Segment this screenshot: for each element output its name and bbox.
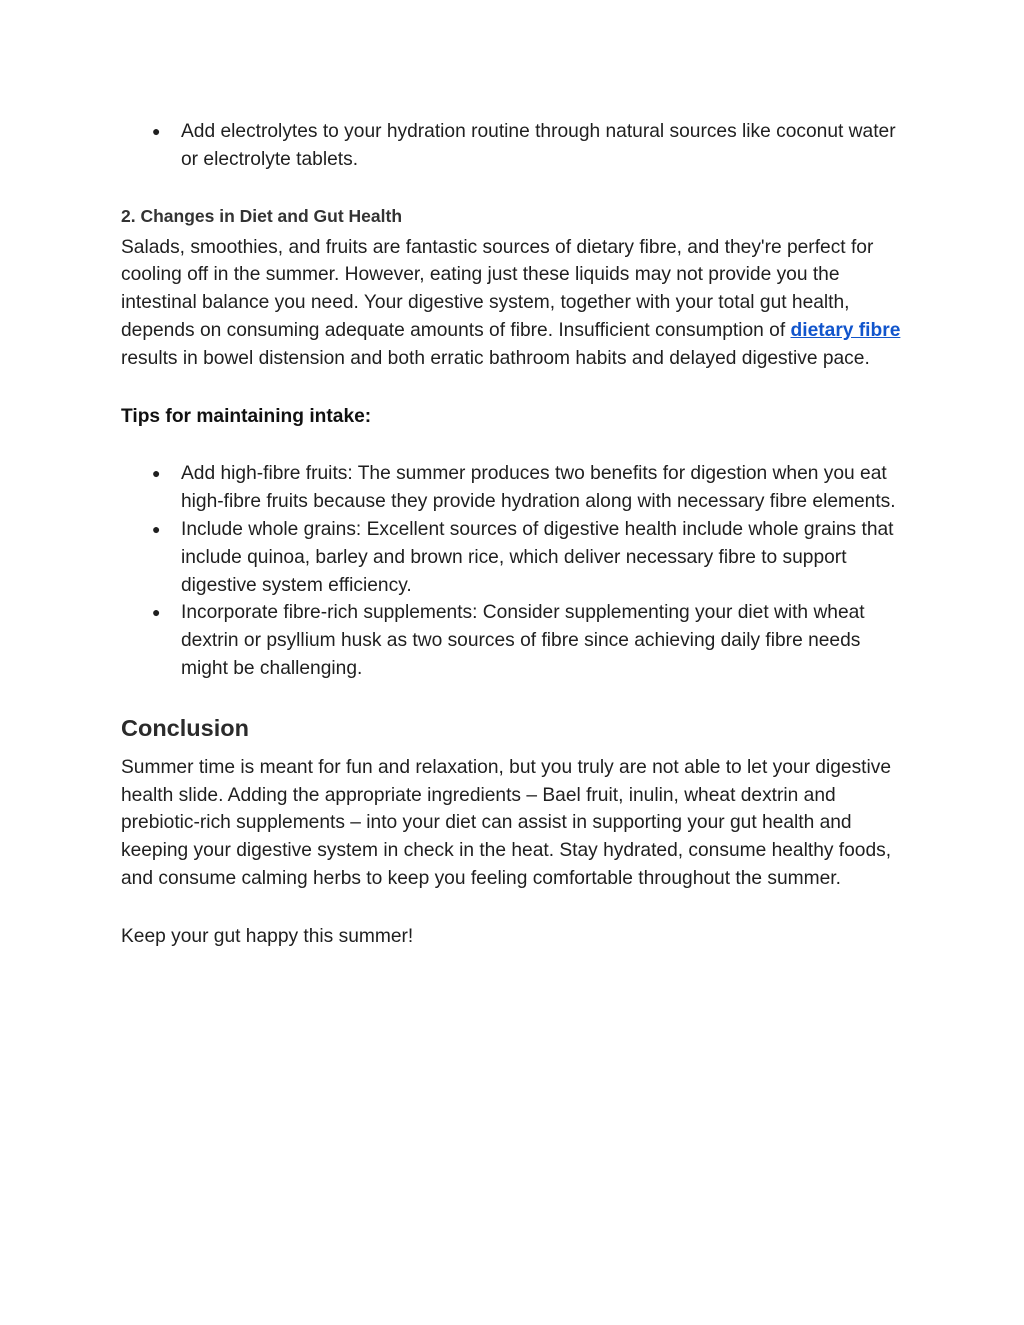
list-item [121,460,903,516]
list-item [121,516,903,599]
list-item-text: Add electrolytes to your hydration routine through natural sources like coconut water or electrolyte tablets. [181,121,896,170]
bullet-icon: ● [152,123,161,139]
bullet-icon: ● [152,520,161,537]
paragraph-text-continued: results in bowel distension and both erratic bathroom habits and delayed digestive pace. [121,347,870,369]
tips-heading: Tips for maintaining intake: [121,405,372,427]
section-subheading: 2. Changes in Diet and Gut Health [121,205,403,226]
fibre-paragraph [121,234,903,373]
list-item-text: Incorporate fibre-rich supplements: Consider supplementing your diet with wheat dextrin or psyllium husk as two sources of fibre since achieving daily fibre needs might be challenging. [181,602,865,679]
hydration-tips-list [121,118,903,174]
fibre-tips-list [121,460,903,682]
document-page [121,118,903,951]
dietary-fibre-link[interactable]: dietary fibre [790,319,901,341]
closing-line: Keep your gut happy this summer! [121,925,414,947]
list-item [121,118,903,174]
list-item [121,599,903,682]
bullet-icon: ● [152,465,161,482]
list-item-text: Add high-fibre fruits: The summer produces two benefits for digestion when you eat high-fibre fruits because they provide hydration along with necessary fibre elements. [181,463,896,513]
paragraph-text: Salads, smoothies, and fruits are fantastic sources of dietary fibre, and they're perfect for cooling off in the summer. However, eating just these liquids may not provide you the intestinal balance you need. Your digestive system, together with your total gut health, depends on consuming adequate amounts of fibre. Insufficient consumption of [121,236,874,341]
bullet-icon: ● [152,604,161,621]
conclusion-paragraph: Summer time is meant for fun and relaxation, but you truly are not able to let your digestive health slide. Adding the appropriate ingredients – Bael fruit, inulin, wheat dextrin and prebiotic-rich supplements – into your diet can assist in supporting your gut health and keeping your digestive system in check in the heat. Stay hydrated, consume healthy foods, and consume calming herbs to keep you feeling comfortable throughout the summer. [121,756,892,889]
list-item-text: Include whole grains: Excellent sources of digestive health include whole grains that include quinoa, barley and brown rice, which deliver necessary fibre to support digestive system efficiency. [181,518,894,596]
conclusion-heading: Conclusion [121,714,249,741]
